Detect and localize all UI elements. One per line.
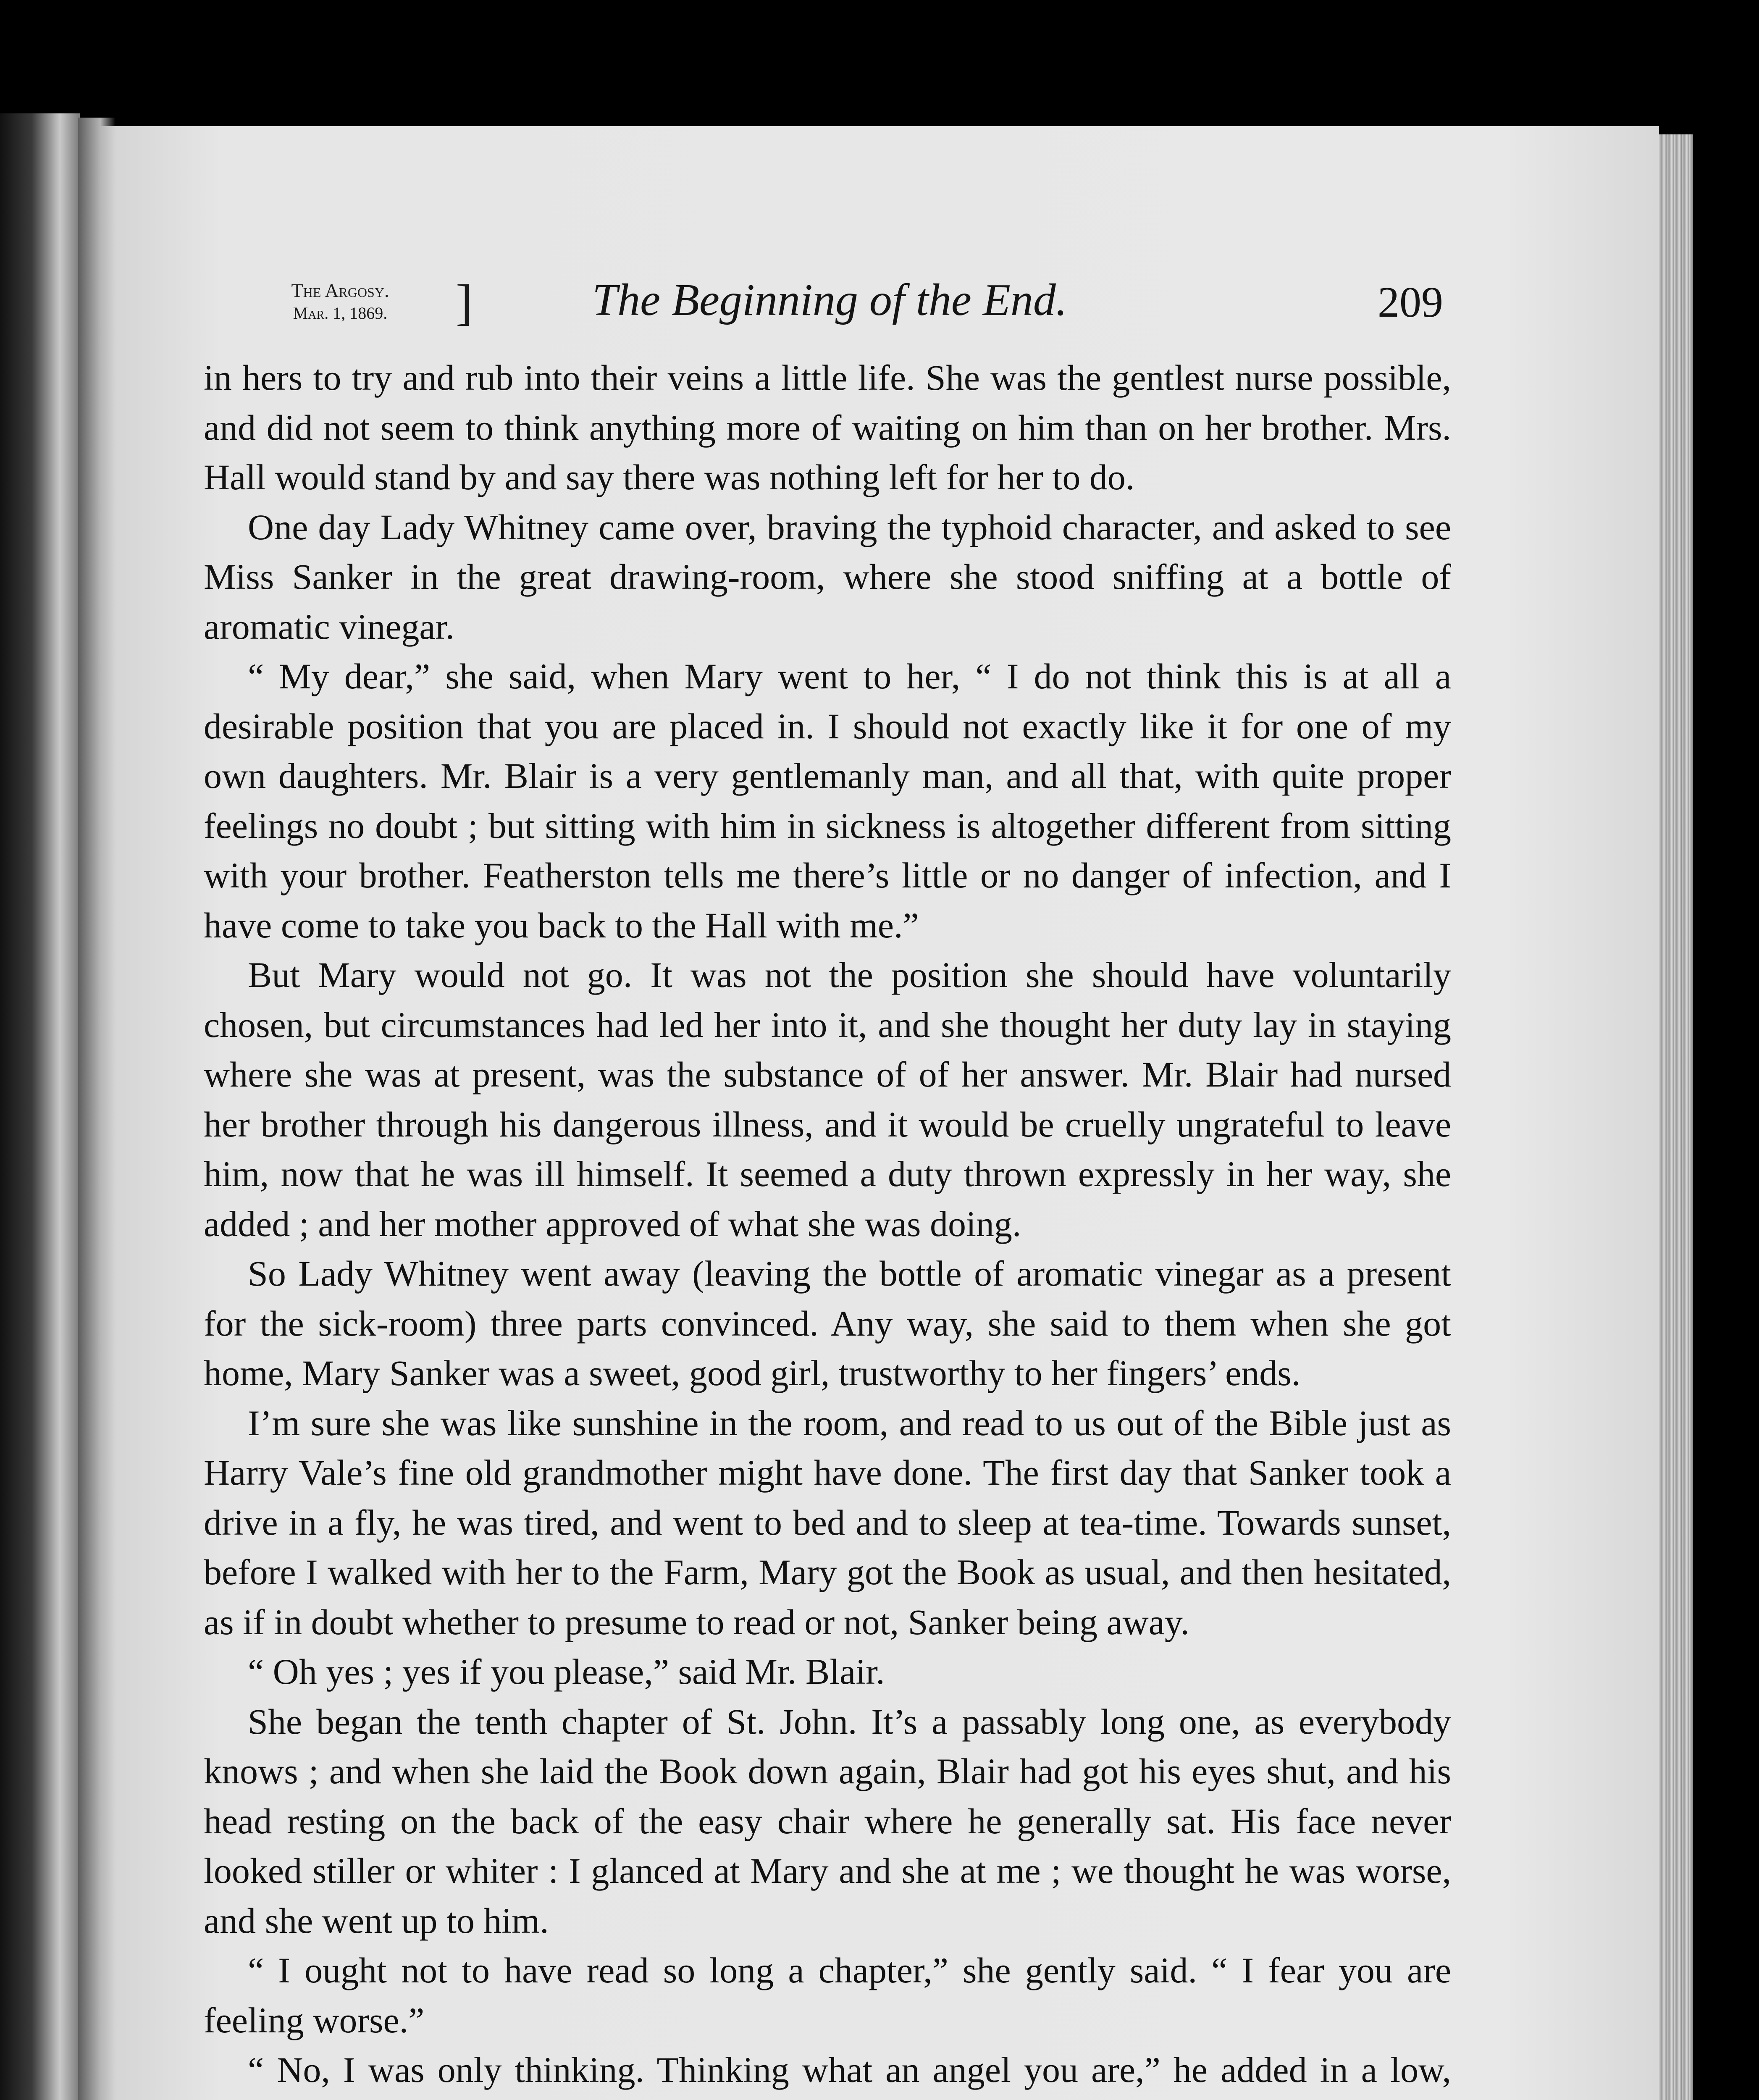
paragraph: “ I ought not to have read so long a chapter,” she gently said. “ I fear you are feeling worse.” — [204, 1950, 1451, 2040]
paragraph: So Lady Whitney went away (leaving the bottle of aromatic vinegar as a present for the sick-room) three parts convinced. Any way, she said to them when she got home, Mary Sanker was a sweet, good girl, trustworthy to her fingers’ ends. — [204, 1253, 1451, 1393]
page-stack-edge — [1659, 134, 1693, 2100]
imprint-bracket: ] — [456, 274, 473, 330]
paragraph: But Mary would not go. It was not the position she should have voluntarily chosen, but circumstances had led her into it, and she thought her duty lay in staying where she was at present, was the substance of of her answer. Mr. Blair had nursed her brother through his dangerous illness, and it would be cruelly ungrateful to leave him, now that he was ill himself. It seemed a duty thrown expressly in her way, she added ; and her mother approved of what she was doing. — [204, 955, 1451, 1244]
paragraph: One day Lady Whitney came over, braving the typhoid character, and asked to see Miss Sanker in the great drawing-room, where she stood sniffing at a bottle of aromatic vinegar. — [204, 507, 1451, 647]
imprint-date: Mar. 1, 1869. — [293, 304, 388, 323]
paragraph: “ My dear,” she said, when Mary went to her, “ I do not think this is at all a desirable position that you are placed in. I should not exactly like it for one of my own daughters. Mr. Blair is a very gentlemanly man, and all that, with quite proper feelings no doubt ; but sitting with him in sickness is altogether different from sitting with your brother. Featherston tells me there’s little or no danger of infection, and I have come to take you back to the Hall with me.” — [204, 656, 1451, 945]
imprint-title: The Argosy. — [291, 280, 389, 301]
body-text — [204, 353, 1451, 2100]
running-head — [139, 269, 1462, 353]
running-title: The Beginning of the End. — [592, 275, 1067, 325]
page-number: 209 — [1378, 278, 1443, 326]
gutter-shadow — [78, 118, 116, 2100]
paragraph: I’m sure she was like sunshine in the room, and read to us out of the Bible just as Harry Vale’s fine old grandmother might have done. The first day that Sanker took a drive in a fly, he was tired, and went to bed and to sleep at tea-time. Towards sunset, before I walked with her to the Farm, Mary got the Book as usual, and then hesitated, as if in doubt whether to presume to read or not, Sanker being away. — [204, 1402, 1451, 1642]
paragraph: in hers to try and rub into their veins a little life. She was the gentlest nurse possible, and did not seem to think anything more of waiting on him than on her brother. Mrs. Hall would stand by and say there was nothing left for her to do. — [204, 357, 1451, 497]
paragraph: She began the tenth chapter of St. John. It’s a passably long one, as everybody knows ; and when she laid the Book down again, Blair had got his eyes shut, and his head resting on the back of the easy chair where he generally sat. His face never looked stiller or whiter : I glanced at Mary and she at me ; we thought he was worse, and she went up to him. — [204, 1701, 1451, 1941]
left-page-edge — [0, 113, 80, 2100]
imprint — [231, 279, 449, 325]
paragraph: “ No, I was only thinking. Thinking what an angel you are,” he added in a low, — [248, 2050, 1451, 2090]
paragraph: “ Oh yes ; yes if you please,” said Mr. Blair. — [248, 1651, 885, 1692]
